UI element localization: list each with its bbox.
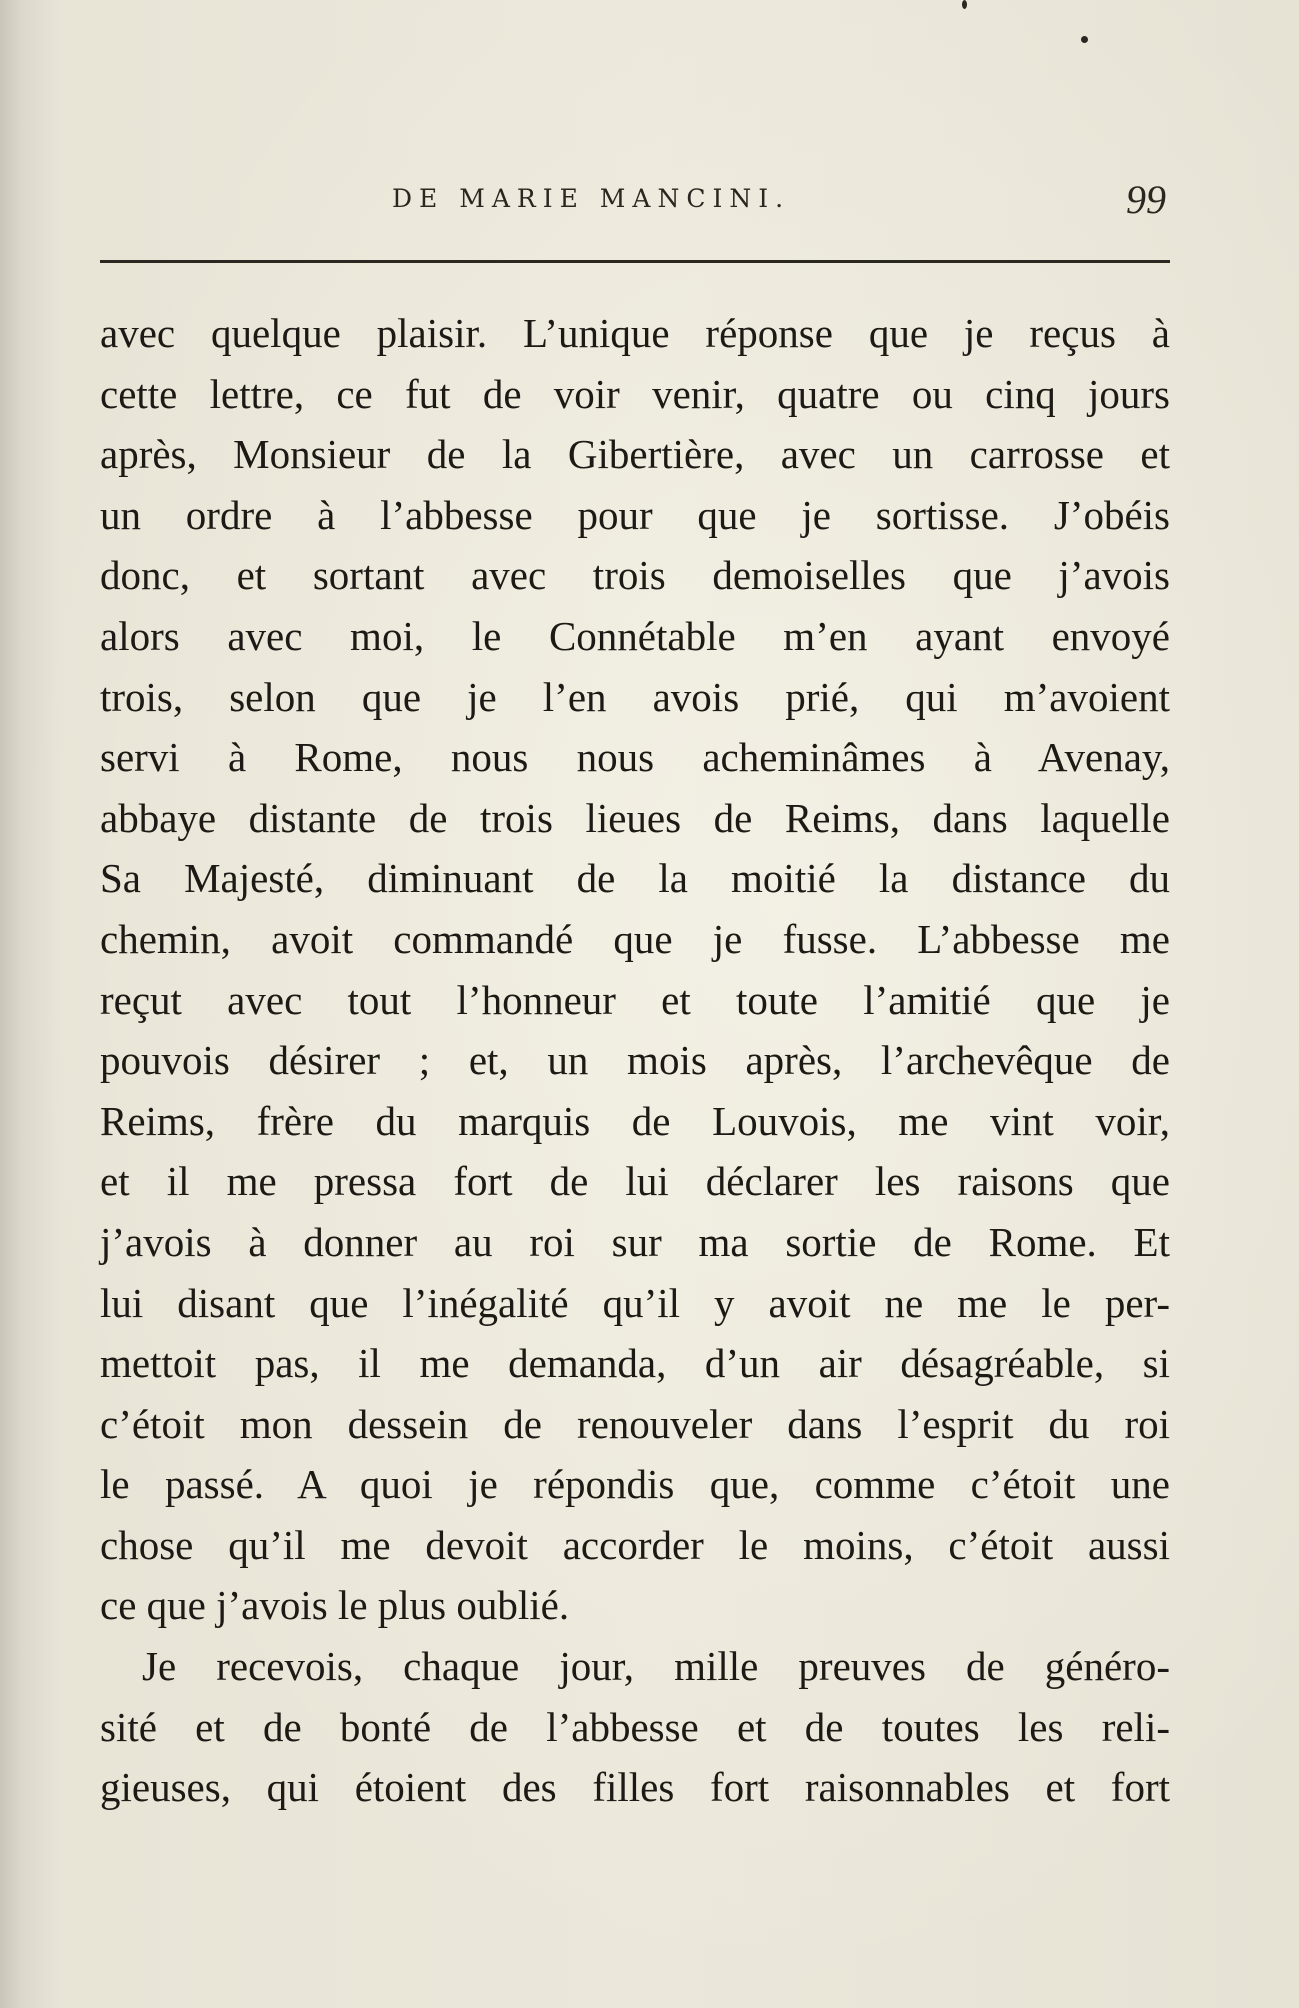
text-line: avec quelque plaisir. L’unique réponse que je reçus à (100, 310, 1170, 356)
text-line: un ordre à l’abbesse pour que je sortisse. J’obéis (100, 491, 1170, 538)
ink-speck (1081, 36, 1088, 43)
text-line: servi à Rome, nous nous acheminâmes à Avenay, (100, 734, 1170, 781)
page-header (100, 176, 1170, 232)
body-text (100, 303, 1170, 1818)
text-line: mettoit pas, il me demanda, d’un air désagréable, si (100, 1340, 1170, 1387)
header-rule (100, 260, 1170, 263)
text-line: Sa Majesté, diminuant de la moitié la distance du (100, 855, 1170, 902)
paragraph-start-line: Je recevois, chaque jour, mille preuves de généro- (142, 1643, 1170, 1690)
text-line: lui disant que l’inégalité qu’il y avoit ne me le per- (100, 1279, 1170, 1326)
text-line: abbaye distante de trois lieues de Reims, dans laquelle (100, 794, 1170, 841)
text-line: trois, selon que je l’en avois prié, qui m’avoient (100, 673, 1170, 720)
text-line: Reims, frère du marquis de Louvois, me vint voir, (100, 1097, 1170, 1144)
text-line: gieuses, qui étoient des filles fort raisonnables et fort (100, 1764, 1170, 1811)
text-line: alors avec moi, le Connétable m’en ayant envoyé (100, 612, 1170, 659)
text-line: cette lettre, ce fut de voir venir, quatre ou cinq jours (100, 370, 1170, 417)
page-number: 99 (1126, 177, 1166, 222)
text-line: et il me pressa fort de lui déclarer les raisons que (100, 1158, 1170, 1205)
text-line: pouvois désirer ; et, un mois après, l’archevêque de (100, 1037, 1170, 1084)
text-line: donc, et sortant avec trois demoiselles que j’avois (100, 552, 1170, 599)
text-line: sité et de bonté de l’abbesse et de toutes les reli- (100, 1703, 1170, 1750)
text-line: chose qu’il me devoit accorder le moins, c’étoit aussi (100, 1521, 1170, 1568)
text-line: j’avois à donner au roi sur ma sortie de Rome. Et (100, 1218, 1170, 1265)
text-line: reçut avec tout l’honneur et toute l’amitié que je (100, 976, 1170, 1023)
text-line: c’étoit mon dessein de renouveler dans l’esprit du roi (100, 1400, 1170, 1447)
text-line: chemin, avoit commandé que je fusse. L’abbesse me (100, 915, 1170, 962)
ink-speck (962, 0, 967, 9)
paragraph-end-line: ce que j’avois le plus oublié. (100, 1582, 570, 1629)
text-line: le passé. A quoi je répondis que, comme c’étoit une (100, 1461, 1170, 1508)
text-line: après, Monsieur de la Gibertière, avec un carrosse et (100, 431, 1170, 478)
running-title: DE MARIE MANCINI. (392, 184, 791, 213)
